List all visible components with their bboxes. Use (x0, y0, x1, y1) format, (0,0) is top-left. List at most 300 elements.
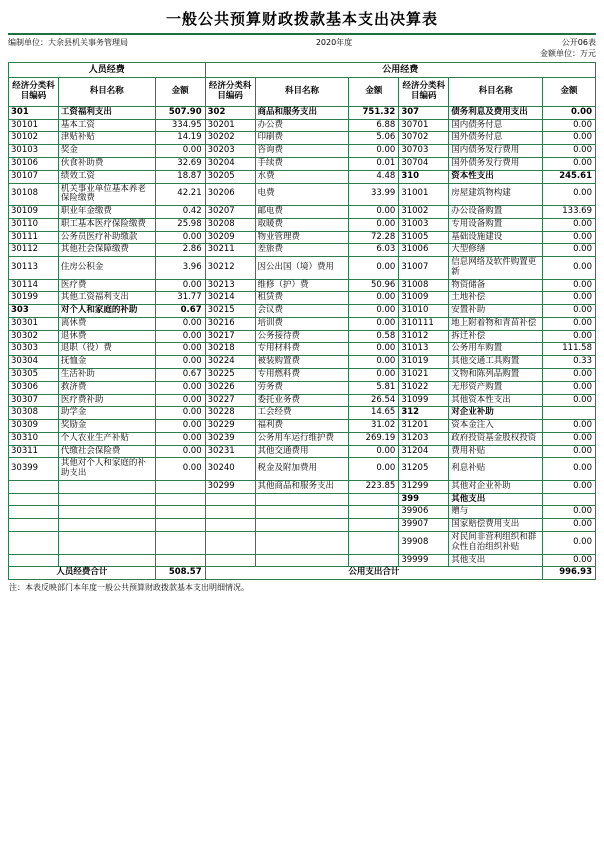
cell-name-public-a (255, 506, 349, 519)
cell-code-public-a (205, 519, 255, 532)
col-name-2: 科目名称 (255, 77, 349, 106)
cell-code-public-a: 30205 (205, 170, 255, 183)
cell-amount-public-a: 0.00 (349, 257, 399, 280)
cell-amount-personnel: 0.67 (155, 305, 205, 318)
cell-name-public-a (255, 519, 349, 532)
cell-name-public-a: 工会经费 (255, 407, 349, 420)
cell-amount-personnel: 0.00 (155, 432, 205, 445)
cell-amount-public-b: 0.00 (543, 432, 596, 445)
cell-amount-personnel (155, 519, 205, 532)
cell-name-personnel: 职工基本医疗保险缴费 (58, 218, 155, 231)
cell-amount-public-b: 0.00 (543, 531, 596, 554)
cell-amount-public-a (349, 554, 399, 567)
cell-name-public-b: 其他资本性支出 (449, 394, 543, 407)
cell-name-public-a: 专用燃料费 (255, 369, 349, 382)
cell-amount-public-b: 0.00 (543, 519, 596, 532)
cell-code-personnel (9, 506, 59, 519)
cell-code-public-b: 31204 (399, 445, 449, 458)
cell-amount-personnel: 0.00 (155, 317, 205, 330)
cell-code-public-b: 31203 (399, 432, 449, 445)
cell-name-public-b: 对企业补助 (449, 407, 543, 420)
cell-name-personnel: 救济费 (58, 381, 155, 394)
cell-code-personnel: 30399 (9, 458, 59, 481)
cell-code-public-b: 31022 (399, 381, 449, 394)
cell-amount-public-b: 0.00 (543, 292, 596, 305)
cell-code-personnel: 30103 (9, 145, 59, 158)
cell-code-public-b: 31001 (399, 183, 449, 206)
cell-code-public-b: 39906 (399, 506, 449, 519)
cell-name-personnel: 离休费 (58, 317, 155, 330)
cell-name-public-b: 资本金注入 (449, 420, 543, 433)
table-row (9, 279, 596, 292)
cell-code-public-b: 31003 (399, 218, 449, 231)
cell-amount-personnel: 14.19 (155, 132, 205, 145)
cell-name-public-a (255, 493, 349, 506)
table-row (9, 305, 596, 318)
cell-amount-personnel: 507.90 (155, 106, 205, 119)
cell-amount-public-a: 14.65 (349, 407, 399, 420)
cell-code-public-a (205, 531, 255, 554)
cell-amount-public-b: 0.00 (543, 218, 596, 231)
cell-name-public-b: 其他支出 (449, 554, 543, 567)
cell-name-public-a (255, 554, 349, 567)
cell-amount-public-b: 0.00 (543, 381, 596, 394)
cell-name-personnel: 医疗费补助 (58, 394, 155, 407)
cell-code-public-b: 399 (399, 493, 449, 506)
cell-amount-personnel: 0.67 (155, 369, 205, 382)
cell-code-public-b: 31007 (399, 257, 449, 280)
cell-name-public-a: 其他交通费用 (255, 445, 349, 458)
table-row (9, 480, 596, 493)
cell-name-personnel (58, 554, 155, 567)
cell-name-personnel: 奖金 (58, 145, 155, 158)
cell-amount-public-a: 0.00 (349, 206, 399, 219)
cell-name-public-a: 物业管理费 (255, 231, 349, 244)
table-row (9, 183, 596, 206)
cell-name-public-b: 安置补助 (449, 305, 543, 318)
cell-amount-personnel (155, 493, 205, 506)
table-row (9, 458, 596, 481)
cell-amount-public-b: 0.00 (543, 420, 596, 433)
table-row (9, 554, 596, 567)
cell-name-personnel: 对个人和家庭的补助 (58, 305, 155, 318)
cell-name-public-a (255, 531, 349, 554)
totals-row (9, 567, 596, 580)
cell-code-public-a (205, 554, 255, 567)
cell-code-public-a: 30224 (205, 356, 255, 369)
cell-name-public-b: 专用设备购置 (449, 218, 543, 231)
table-row (9, 119, 596, 132)
cell-amount-personnel: 0.00 (155, 445, 205, 458)
cell-code-personnel: 30107 (9, 170, 59, 183)
cell-amount-public-a: 0.00 (349, 292, 399, 305)
cell-amount-public-a: 0.00 (349, 356, 399, 369)
cell-amount-personnel: 0.00 (155, 394, 205, 407)
cell-amount-public-b: 0.00 (543, 279, 596, 292)
cell-code-public-a: 30231 (205, 445, 255, 458)
cell-name-public-b: 其他交通工具购置 (449, 356, 543, 369)
cell-amount-public-a: 223.85 (349, 480, 399, 493)
cell-amount-public-b: 0.00 (543, 106, 596, 119)
cell-name-personnel: 其他对个人和家庭的补助支出 (58, 458, 155, 481)
cell-name-public-b: 国家赔偿费用支出 (449, 519, 543, 532)
cell-name-public-a: 电费 (255, 183, 349, 206)
cell-name-public-a: 因公出国（境）费用 (255, 257, 349, 280)
cell-code-public-a: 30216 (205, 317, 255, 330)
cell-name-public-b: 资本性支出 (449, 170, 543, 183)
table-row (9, 330, 596, 343)
cell-name-public-a: 租赁费 (255, 292, 349, 305)
cell-amount-public-b (543, 493, 596, 506)
cell-amount-public-a: 269.19 (349, 432, 399, 445)
cell-name-personnel: 退休费 (58, 330, 155, 343)
cell-amount-personnel: 32.69 (155, 158, 205, 171)
cell-name-personnel: 个人农业生产补贴 (58, 432, 155, 445)
cell-name-personnel: 公务员医疗补助缴款 (58, 231, 155, 244)
cell-name-public-b: 国外债务付息 (449, 132, 543, 145)
cell-code-public-a: 30218 (205, 343, 255, 356)
cell-amount-public-a: 72.28 (349, 231, 399, 244)
cell-name-personnel: 绩效工资 (58, 170, 155, 183)
cell-amount-personnel: 18.87 (155, 170, 205, 183)
cell-name-public-b: 其他支出 (449, 493, 543, 506)
cell-amount-public-a: 6.03 (349, 244, 399, 257)
table-row (9, 519, 596, 532)
cell-amount-personnel: 334.95 (155, 119, 205, 132)
cell-amount-public-a: 0.01 (349, 158, 399, 171)
cell-name-public-b: 其他对企业补助 (449, 480, 543, 493)
cell-code-public-a: 30228 (205, 407, 255, 420)
cell-code-personnel: 30106 (9, 158, 59, 171)
cell-name-personnel (58, 493, 155, 506)
cell-amount-public-a (349, 519, 399, 532)
cell-amount-public-a: 0.00 (349, 458, 399, 481)
table-row (9, 292, 596, 305)
cell-name-public-a: 商品和服务支出 (255, 106, 349, 119)
table-row (9, 493, 596, 506)
cell-name-personnel (58, 519, 155, 532)
cell-name-public-b: 地上附着物和青苗补偿 (449, 317, 543, 330)
cell-name-public-b: 国外债务发行费用 (449, 158, 543, 171)
cell-code-public-b: 31019 (399, 356, 449, 369)
cell-code-personnel: 30307 (9, 394, 59, 407)
table-note: 注：本表反映部门本年度一般公共预算财政拨款基本支出明细情况。 (9, 583, 249, 593)
cell-amount-public-b: 0.33 (543, 356, 596, 369)
cell-name-public-a: 福利费 (255, 420, 349, 433)
cell-code-public-a: 30207 (205, 206, 255, 219)
cell-name-public-a: 差旅费 (255, 244, 349, 257)
cell-code-personnel: 30101 (9, 119, 59, 132)
personnel-total-value: 508.57 (155, 567, 205, 580)
cell-amount-public-a: 6.88 (349, 119, 399, 132)
cell-code-public-b: 30704 (399, 158, 449, 171)
cell-code-public-a: 30209 (205, 231, 255, 244)
cell-amount-public-a: 4.48 (349, 170, 399, 183)
cell-code-personnel (9, 554, 59, 567)
table-row (9, 407, 596, 420)
cell-code-public-a: 30206 (205, 183, 255, 206)
cell-code-personnel: 30113 (9, 257, 59, 280)
cell-amount-public-b: 0.00 (543, 145, 596, 158)
cell-name-public-a: 被装购置费 (255, 356, 349, 369)
cell-amount-public-a: 0.00 (349, 343, 399, 356)
cell-name-personnel: 基本工资 (58, 119, 155, 132)
amount-unit: 金额单位：万元 (539, 48, 596, 58)
col-code-3: 经济分类科目编码 (399, 77, 449, 106)
col-code-1: 经济分类科目编码 (9, 77, 59, 106)
table-row (9, 369, 596, 382)
cell-amount-personnel (155, 531, 205, 554)
cell-amount-public-a: 33.99 (349, 183, 399, 206)
cell-name-personnel (58, 506, 155, 519)
cell-amount-public-a: 751.32 (349, 106, 399, 119)
cell-code-public-a: 30240 (205, 458, 255, 481)
col-amount-3: 金额 (543, 77, 596, 106)
table-row (9, 218, 596, 231)
cell-name-public-a: 劳务费 (255, 381, 349, 394)
cell-code-personnel (9, 531, 59, 554)
cell-code-public-a: 30299 (205, 480, 255, 493)
col-name-3: 科目名称 (449, 77, 543, 106)
cell-amount-personnel: 0.00 (155, 407, 205, 420)
cell-code-public-b: 31008 (399, 279, 449, 292)
cell-code-public-b: 310111 (399, 317, 449, 330)
cell-amount-public-b: 245.61 (543, 170, 596, 183)
cell-name-personnel: 生活补助 (58, 369, 155, 382)
cell-name-public-b: 赠与 (449, 506, 543, 519)
table-row (9, 445, 596, 458)
cell-name-personnel: 抚恤金 (58, 356, 155, 369)
cell-amount-public-b: 0.00 (543, 369, 596, 382)
column-header-row (9, 77, 596, 106)
public-total-value: 996.93 (543, 567, 596, 580)
cell-amount-public-b: 0.00 (543, 445, 596, 458)
cell-name-public-b: 信息网络及软件购置更新 (449, 257, 543, 280)
cell-amount-public-b: 0.00 (543, 394, 596, 407)
table-row (9, 343, 596, 356)
cell-name-public-b: 国内债务发行费用 (449, 145, 543, 158)
cell-name-personnel: 伙食补助费 (58, 158, 155, 171)
cell-amount-personnel: 0.00 (155, 458, 205, 481)
form-meta (540, 38, 596, 60)
cell-amount-public-b: 0.00 (543, 506, 596, 519)
cell-name-personnel: 津贴补贴 (58, 132, 155, 145)
cell-code-public-b: 31099 (399, 394, 449, 407)
cell-amount-public-a: 0.58 (349, 330, 399, 343)
cell-code-public-a (205, 506, 255, 519)
cell-name-personnel: 住房公积金 (58, 257, 155, 280)
cell-code-personnel: 30108 (9, 183, 59, 206)
cell-code-public-a: 30239 (205, 432, 255, 445)
cell-name-public-b: 办公设备购置 (449, 206, 543, 219)
cell-name-public-b: 利息补贴 (449, 458, 543, 481)
cell-code-public-a: 30213 (205, 279, 255, 292)
cell-code-public-b: 31201 (399, 420, 449, 433)
cell-code-personnel: 30305 (9, 369, 59, 382)
cell-amount-public-a: 0.00 (349, 305, 399, 318)
cell-code-public-a: 30212 (205, 257, 255, 280)
cell-amount-public-b: 0.00 (543, 132, 596, 145)
cell-code-personnel: 30303 (9, 343, 59, 356)
cell-name-public-a: 办公费 (255, 119, 349, 132)
cell-name-public-a: 公务接待费 (255, 330, 349, 343)
cell-code-personnel: 30111 (9, 231, 59, 244)
cell-code-public-a: 302 (205, 106, 255, 119)
cell-amount-public-b: 0.00 (543, 231, 596, 244)
cell-name-public-a: 水费 (255, 170, 349, 183)
cell-name-public-b: 基础设施建设 (449, 231, 543, 244)
cell-amount-personnel (155, 480, 205, 493)
table-row (9, 317, 596, 330)
cell-amount-public-b: 133.69 (543, 206, 596, 219)
cell-name-personnel: 其他工资福利支出 (58, 292, 155, 305)
cell-amount-public-b: 0.00 (543, 458, 596, 481)
cell-amount-personnel (155, 554, 205, 567)
cell-name-public-a: 维修（护）费 (255, 279, 349, 292)
cell-code-public-a: 30226 (205, 381, 255, 394)
cell-name-public-a: 其他商品和服务支出 (255, 480, 349, 493)
cell-name-public-b: 无形资产购置 (449, 381, 543, 394)
cell-amount-public-b: 0.00 (543, 183, 596, 206)
cell-amount-personnel: 31.77 (155, 292, 205, 305)
cell-name-personnel: 代缴社会保险费 (58, 445, 155, 458)
cell-name-personnel: 退职（役）费 (58, 343, 155, 356)
cell-amount-personnel: 0.00 (155, 145, 205, 158)
cell-code-public-a (205, 493, 255, 506)
cell-amount-public-a: 0.00 (349, 145, 399, 158)
cell-amount-personnel: 0.00 (155, 279, 205, 292)
prepare-unit (8, 38, 128, 49)
table-row (9, 506, 596, 519)
cell-code-public-b: 39908 (399, 531, 449, 554)
cell-code-public-b: 39999 (399, 554, 449, 567)
cell-name-public-b: 政府投资基金股权投资 (449, 432, 543, 445)
cell-name-public-a: 委托业务费 (255, 394, 349, 407)
cell-code-public-b: 30702 (399, 132, 449, 145)
table-row (9, 170, 596, 183)
table-row (9, 531, 596, 554)
prepare-label: 编制单位： (8, 38, 48, 47)
cell-name-personnel: 其他社会保障缴费 (58, 244, 155, 257)
cell-amount-public-b: 0.00 (543, 305, 596, 318)
cell-amount-public-b (543, 407, 596, 420)
cell-amount-public-a: 5.06 (349, 132, 399, 145)
table-row (9, 231, 596, 244)
group-header-row (9, 62, 596, 77)
cell-name-public-a: 邮电费 (255, 206, 349, 219)
cell-code-public-a: 30204 (205, 158, 255, 171)
cell-code-personnel: 30102 (9, 132, 59, 145)
cell-amount-public-b: 0.00 (543, 554, 596, 567)
col-code-2: 经济分类科目编码 (205, 77, 255, 106)
cell-code-public-b: 31012 (399, 330, 449, 343)
report-year: 2020年度 (315, 38, 353, 47)
cell-code-public-b: 31006 (399, 244, 449, 257)
cell-amount-public-a: 31.02 (349, 420, 399, 433)
cell-code-public-a: 30217 (205, 330, 255, 343)
group-public: 公用经费 (205, 62, 595, 77)
cell-code-public-a: 30214 (205, 292, 255, 305)
cell-amount-public-b: 0.00 (543, 330, 596, 343)
cell-amount-public-b: 0.00 (543, 244, 596, 257)
table-row (9, 145, 596, 158)
cell-code-public-b: 31009 (399, 292, 449, 305)
cell-amount-public-a: 0.00 (349, 218, 399, 231)
col-amount-2: 金额 (349, 77, 399, 106)
cell-code-public-b: 30703 (399, 145, 449, 158)
cell-code-personnel: 30110 (9, 218, 59, 231)
cell-name-public-b: 国内债务付息 (449, 119, 543, 132)
cell-amount-personnel: 0.00 (155, 231, 205, 244)
cell-name-public-a: 培训费 (255, 317, 349, 330)
col-name-1: 科目名称 (58, 77, 155, 106)
cell-amount-personnel: 3.96 (155, 257, 205, 280)
group-personnel: 人员经费 (9, 62, 206, 77)
cell-amount-personnel: 0.00 (155, 381, 205, 394)
cell-amount-public-a: 0.00 (349, 317, 399, 330)
table-row (9, 381, 596, 394)
cell-name-personnel (58, 480, 155, 493)
table-row (9, 244, 596, 257)
cell-code-public-b: 31005 (399, 231, 449, 244)
cell-name-public-a: 咨询费 (255, 145, 349, 158)
cell-code-public-b: 39907 (399, 519, 449, 532)
cell-amount-public-a: 5.81 (349, 381, 399, 394)
cell-code-personnel: 30308 (9, 407, 59, 420)
cell-amount-personnel: 0.00 (155, 330, 205, 343)
budget-table (8, 62, 596, 580)
cell-amount-public-b: 0.00 (543, 158, 596, 171)
cell-amount-personnel: 0.00 (155, 356, 205, 369)
cell-name-public-b: 大型修缮 (449, 244, 543, 257)
cell-name-public-a: 税金及附加费用 (255, 458, 349, 481)
cell-name-personnel: 奖励金 (58, 420, 155, 433)
cell-name-public-b: 拆迁补偿 (449, 330, 543, 343)
cell-name-public-b: 公务用车购置 (449, 343, 543, 356)
cell-code-personnel: 30306 (9, 381, 59, 394)
cell-code-public-b: 30701 (399, 119, 449, 132)
cell-code-personnel: 30199 (9, 292, 59, 305)
cell-code-public-a: 30227 (205, 394, 255, 407)
cell-code-public-a: 30202 (205, 132, 255, 145)
cell-name-public-b: 房屋建筑物构建 (449, 183, 543, 206)
cell-amount-public-b: 111.58 (543, 343, 596, 356)
cell-name-personnel: 医疗费 (58, 279, 155, 292)
table-row (9, 132, 596, 145)
table-row (9, 158, 596, 171)
table-row (9, 206, 596, 219)
cell-amount-public-b: 0.00 (543, 119, 596, 132)
cell-name-public-a: 印刷费 (255, 132, 349, 145)
cell-amount-public-a: 50.96 (349, 279, 399, 292)
cell-code-personnel: 303 (9, 305, 59, 318)
cell-amount-public-a (349, 493, 399, 506)
cell-amount-personnel: 2.86 (155, 244, 205, 257)
cell-code-public-a: 30211 (205, 244, 255, 257)
cell-amount-public-b: 0.00 (543, 257, 596, 280)
cell-code-public-b: 31013 (399, 343, 449, 356)
cell-amount-personnel: 0.00 (155, 343, 205, 356)
cell-code-public-b: 310 (399, 170, 449, 183)
form-number: 公开06表 (561, 38, 596, 47)
personnel-total-label: 人员经费合计 (9, 567, 156, 580)
cell-code-public-b: 312 (399, 407, 449, 420)
cell-code-public-b: 31205 (399, 458, 449, 481)
cell-name-public-a: 专用材料费 (255, 343, 349, 356)
cell-amount-public-a (349, 531, 399, 554)
cell-name-public-b: 物资储备 (449, 279, 543, 292)
cell-code-public-b: 31002 (399, 206, 449, 219)
